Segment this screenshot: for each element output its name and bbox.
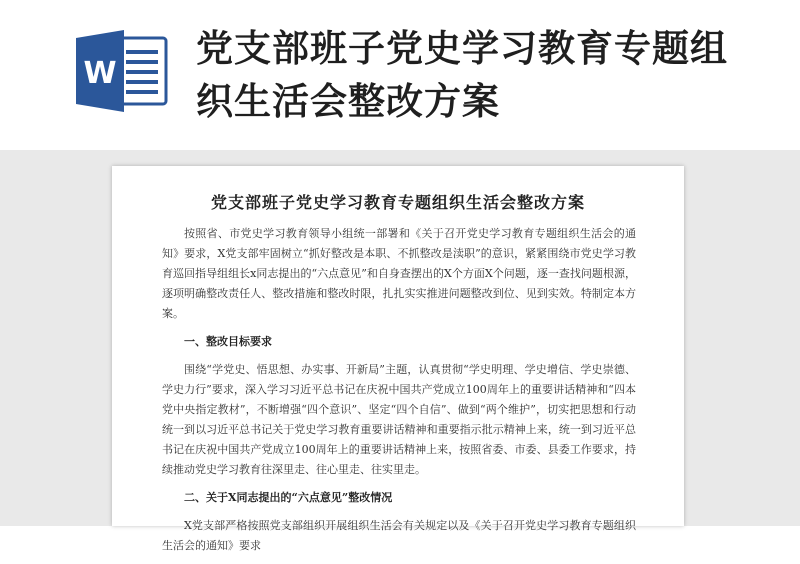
section-heading-1: 一、整改目标要求 (184, 335, 272, 348)
document-title: 党支部班子党史学习教育专题组织生活会整改方案 (210, 193, 585, 212)
page-title (196, 22, 756, 128)
header (0, 0, 800, 150)
section-1-paragraph: 围绕“学党史、悟思想、办实事、开新局”主题，认真贯彻“学史明理、学史增信、学史崇德、学史力行”要求，深入学习习近平总书记在庆祝中国共产党成立100周年上的重要讲话精神和“四本党中央指定教材”，不断增强“四个意识”、坚定“四个自信”、做到“两个维护”，切实把思想和行动统一到以习近平总书记关于党史学习教育重要讲话精神和重要指示批示精神上来，统一到习近平总书记在庆祝中国共产党成立100周年上的重要讲话精神上来，按照省委、市委、县委工作要求，持续推动党史学习教育往深里走、往心里走、往实里走。 (162, 363, 636, 476)
section-heading-2: 二、关于X同志提出的“六点意见”整改情况 (184, 491, 393, 504)
page-title-line-1: 党支部班子党史学习教育专题组 (196, 27, 728, 70)
document-body (162, 224, 636, 564)
word-icon-letter: W (83, 56, 117, 91)
intro-paragraph: 按照省、市党史学习教育领导小组统一部署和《关于召开党史学习教育专题组织生活会的通知》要求，X党支部牢固树立“抓好整改是本职、不抓整改是渎职”的意识，紧紧围绕市党史学习教育巡回指导组组长x同志提出的“六点意见”和自身查摆出的X个方面X个问题，逐一查找问题根源，逐项明确整改责任人、整改措施和整改时限，扎扎实实推进问题整改到位、见到实效。特制定本方案。 (162, 227, 636, 320)
document-page (112, 166, 684, 552)
section-2-paragraph: X党支部严格按照党支部组织开展组织生活会有关规定以及《关于召开党史学习教育专题组织生活会的通知》要求 (162, 519, 636, 552)
word-document-icon (76, 30, 170, 112)
page-title-line-2: 织生活会整改方案 (196, 80, 500, 123)
